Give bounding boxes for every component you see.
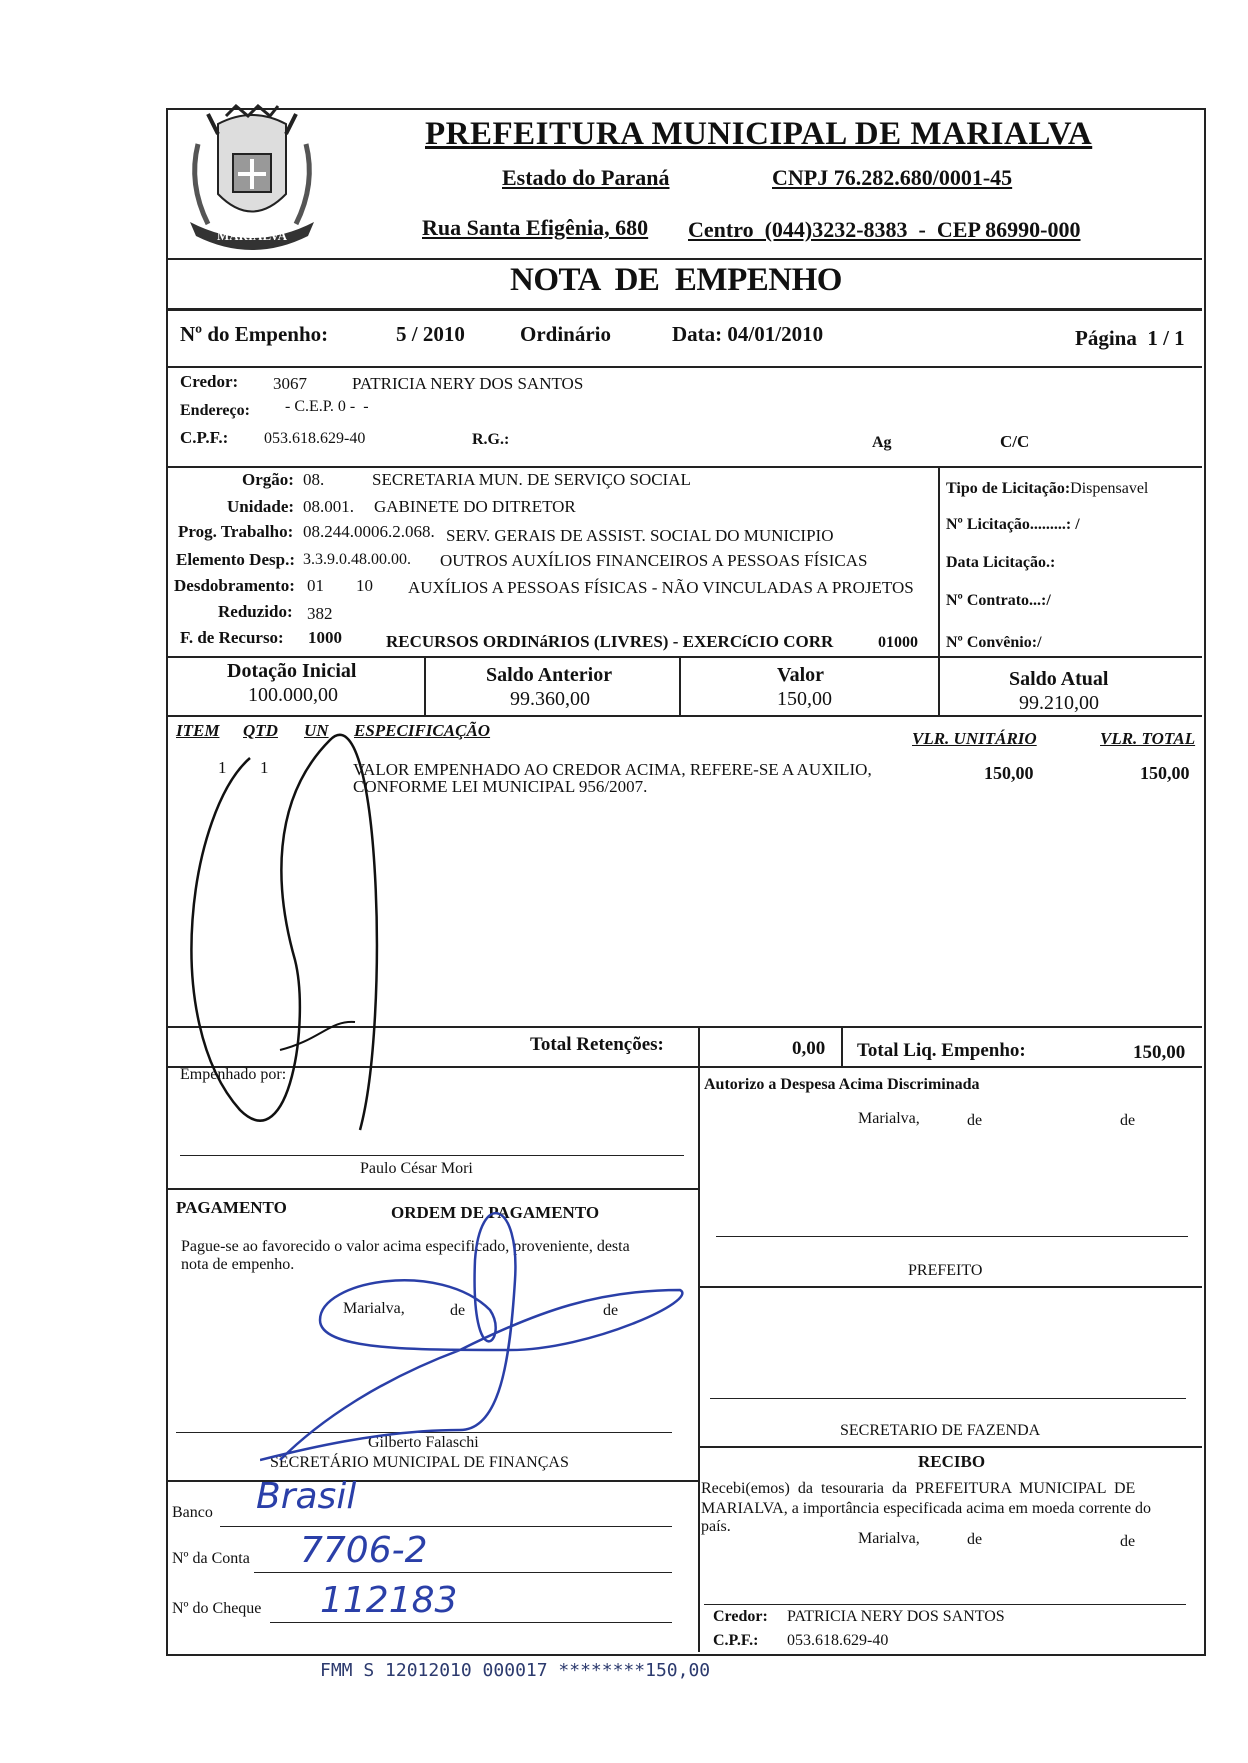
pague-se-line2: nota de empenho. (181, 1256, 295, 1273)
reduzido-value: 382 (307, 604, 333, 623)
item-desc-line2: CONFORME LEI MUNICIPAL 956/2007. (353, 777, 648, 796)
item-number: 1 (218, 758, 227, 777)
orgao-label: Orgão: (242, 470, 294, 489)
unidade-code: 08.001. (303, 497, 354, 516)
empenho-date: Data: 04/01/2010 (672, 322, 824, 346)
credor-name: PATRICIA NERY DOS SANTOS (352, 374, 584, 393)
contact-line: Centro (044)3232-8383 - CEP 86990-000 (688, 217, 1081, 242)
page-indicator: Página 1 / 1 (1075, 326, 1185, 350)
svg-text:MARIALVA: MARIALVA (216, 228, 288, 243)
fonte-recurso-code2: 01000 (878, 634, 918, 651)
elemento-code: 3.3.9.0.48.00.00. (303, 551, 411, 568)
col-valor-unitario: VLR. UNITÁRIO (912, 729, 1037, 748)
data-licitacao: Data Licitação.: (946, 554, 1056, 571)
desdobramento-code1: 01 (307, 576, 324, 595)
valor-label: Valor (777, 664, 825, 686)
cnpj: CNPJ 76.282.680/0001-45 (772, 165, 1013, 190)
tipo-licitacao-label: Tipo de Licitação:Dispensavel (946, 480, 1149, 497)
orgao-name: SECRETARIA MUN. DE SERVIÇO SOCIAL (372, 470, 691, 489)
unidade-label: Unidade: (227, 497, 295, 516)
recibo-line1: Recebi(emos) da tesouraria da PREFEITURA MUNICIPAL DE (701, 1480, 1136, 1497)
signature-ordem-icon (260, 1200, 700, 1470)
saldo-atual-value: 99.210,00 (1019, 692, 1099, 714)
recibo-credor-name: PATRICIA NERY DOS SANTOS (787, 1608, 1005, 1625)
recibo-de1: de (967, 1531, 983, 1548)
cheque-label: Nº do Cheque (172, 1600, 262, 1617)
orgao-code: 08. (303, 470, 325, 489)
unidade-name: GABINETE DO DITRETOR (374, 497, 576, 516)
saldo-anterior-label: Saldo Anterior (486, 664, 613, 686)
credor-label: Credor: (180, 372, 239, 391)
secretario-financas-name: Gilberto Falaschi (368, 1434, 479, 1451)
cc-label: C/C (1000, 432, 1030, 451)
ag-label: Ag (872, 434, 892, 451)
autorizo-de1: de (967, 1112, 983, 1129)
elemento-name: OUTROS AUXÍLIOS FINANCEIROS A PESSOAS FÍSICAS (440, 551, 868, 570)
pagamento-label: PAGAMENTO (176, 1198, 287, 1217)
dotacao-inicial-label: Dotação Inicial (227, 660, 357, 682)
desdobramento-label: Desdobramento: (174, 576, 295, 595)
numero-contrato: Nº Contrato...:/ (946, 592, 1051, 609)
prefeito-label: PREFEITO (908, 1262, 983, 1279)
col-qtd: QTD (243, 721, 278, 740)
credor-code: 3067 (273, 374, 307, 393)
recibo-credor-label: Credor: (713, 1608, 768, 1625)
elemento-label: Elemento Desp.: (176, 550, 295, 569)
recibo-line3: país. (701, 1518, 731, 1535)
fonte-recurso-label: F. de Recurso: (180, 628, 284, 647)
item-total-value: 150,00 (1140, 763, 1190, 783)
endereco-value: - C.E.P. 0 - - (285, 398, 369, 415)
saldo-anterior-value: 99.360,00 (510, 688, 590, 710)
recibo-cpf-value: 053.618.629-40 (787, 1632, 889, 1649)
cpf-value: 053.618.629-40 (264, 430, 366, 447)
col-un: UN (304, 721, 329, 740)
recibo-line2: MARIALVA, a importância especificada acima em moeda corrente do (701, 1500, 1152, 1517)
prog-label: Prog. Trabalho: (178, 522, 294, 541)
valor-value: 150,00 (777, 688, 832, 710)
recibo-title: RECIBO (918, 1452, 986, 1471)
empenhado-por-name: Paulo César Mori (360, 1160, 473, 1177)
item-qtd: 1 (260, 758, 269, 777)
empenhado-por-label: Empenhado por: (180, 1066, 287, 1083)
desdobramento-code2: 10 (356, 576, 373, 595)
autorizo-label: Autorizo a Despesa Acima Discriminada (704, 1076, 980, 1093)
ordem-pagamento-label: ORDEM DE PAGAMENTO (391, 1203, 600, 1222)
endereco-label: Endereço: (180, 402, 250, 419)
bank-print-stamp: FMM S 12012010 000017 ********150,00 (320, 1660, 711, 1681)
col-item: ITEM (176, 721, 220, 740)
recibo-marialva: Marialva, (858, 1530, 920, 1547)
numero-convenio: Nº Convênio:/ (946, 634, 1042, 651)
col-especificacao: ESPECIFICAÇÃO (354, 721, 491, 740)
state-name: Estado do Paraná (502, 165, 670, 190)
numero-licitacao: Nº Licitação.........: / (946, 516, 1080, 533)
item-desc-line1: VALOR EMPENHADO AO CREDOR ACIMA, REFERE-SE A AUXILIO, (353, 760, 872, 779)
document-title: NOTA DE EMPENHO (510, 262, 842, 298)
banco-label: Banco (172, 1504, 213, 1521)
total-liquido-value: 150,00 (1133, 1042, 1186, 1063)
total-retencoes-value: 0,00 (792, 1038, 826, 1059)
rg-label: R.G.: (472, 431, 510, 448)
conta-value: 7706-2 (300, 1530, 428, 1571)
autorizo-marialva: Marialva, (858, 1110, 920, 1127)
recibo-de2: de (1120, 1533, 1136, 1550)
empenho-number-label: Nº do Empenho: (180, 322, 329, 346)
recibo-cpf-label: C.P.F.: (713, 1632, 759, 1649)
signature-empenho-icon (180, 720, 420, 1140)
conta-label: Nº da Conta (172, 1550, 250, 1567)
cpf-label: C.P.F.: (180, 428, 229, 447)
col-valor-total: VLR. TOTAL (1100, 729, 1196, 748)
ordem-de1: de (450, 1302, 466, 1319)
address: Rua Santa Efigênia, 680 (422, 215, 649, 240)
empenho-number: 5 / 2010 (396, 322, 465, 346)
municipal-seal-icon (178, 104, 326, 254)
secretario-fazenda-label: SECRETARIO DE FAZENDA (840, 1422, 1041, 1439)
secretario-financas-role: SECRETÁRIO MUNICIPAL DE FINANÇAS (270, 1454, 569, 1471)
cheque-value: 112183 (320, 1580, 458, 1621)
fonte-recurso-name: RECURSOS ORDINáRIOS (LIVRES) - EXERCíCIO CORR (386, 632, 834, 651)
autorizo-de2: de (1120, 1112, 1136, 1129)
total-retencoes-label: Total Retenções: (530, 1034, 664, 1055)
prog-code: 08.244.0006.2.068. (303, 522, 435, 541)
ordem-de2: de (603, 1302, 619, 1319)
item-unit-value: 150,00 (984, 763, 1034, 783)
desdobramento-name: AUXÍLIOS A PESSOAS FÍSICAS - NÃO VINCULADAS A PROJETOS (408, 578, 914, 597)
saldo-atual-label: Saldo Atual (1009, 668, 1109, 690)
dotacao-inicial-value: 100.000,00 (248, 684, 338, 706)
empenho-type: Ordinário (520, 322, 612, 346)
municipality-title: PREFEITURA MUNICIPAL DE MARIALVA (425, 116, 1093, 152)
reduzido-label: Reduzido: (218, 602, 293, 621)
banco-value: Brasil (256, 1476, 357, 1517)
ordem-marialva: Marialva, (343, 1300, 405, 1317)
fonte-recurso-code: 1000 (308, 628, 342, 647)
pague-se-line1: Pague-se ao favorecido o valor acima especificado, proveniente, desta (181, 1238, 630, 1255)
total-liquido-label: Total Liq. Empenho: (857, 1040, 1026, 1061)
prog-name: SERV. GERAIS DE ASSIST. SOCIAL DO MUNICIPIO (446, 526, 834, 545)
